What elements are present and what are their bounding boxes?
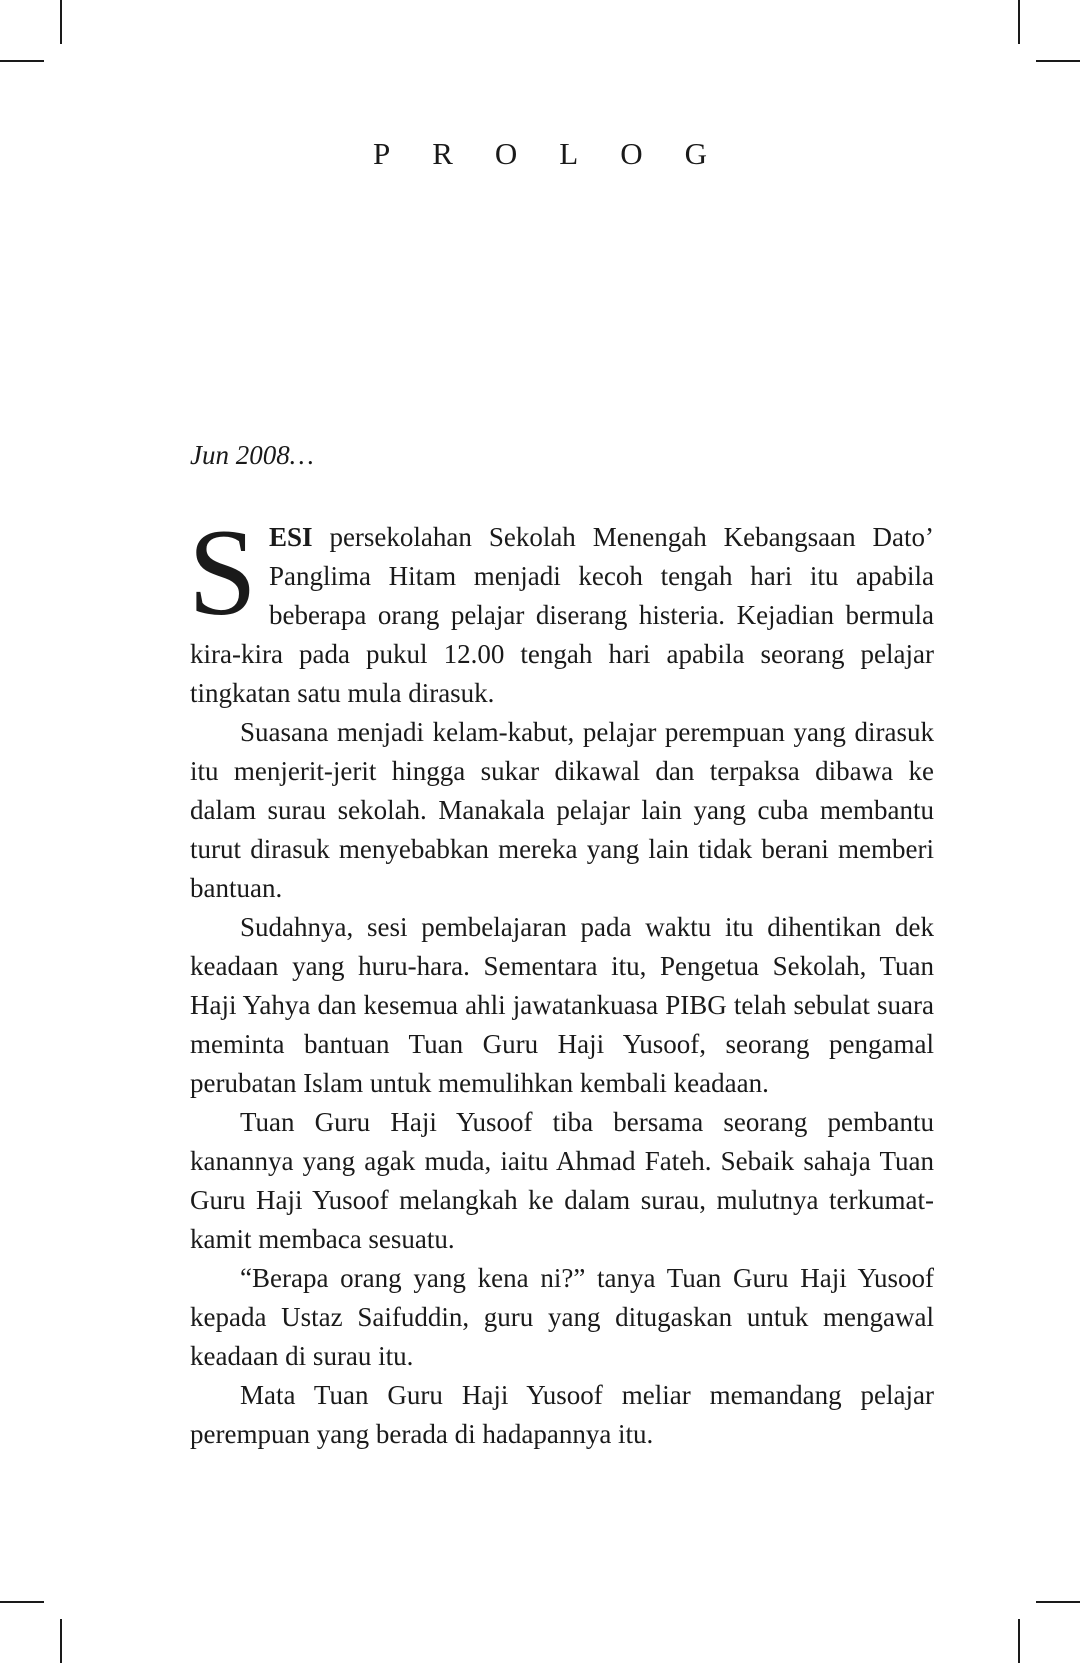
paragraph-1-text: persekolahan Sekolah Menengah Kebangsaan Dato’ Panglima Hitam menjadi kecoh tengah hari itu apabila beberapa orang pelajar diserang histeria. Kejadian bermula kira-kira pada pukul 12.00 tengah hari apabila seorang pelajar tingkatan satu mula dirasuk. [190, 522, 934, 708]
paragraph-6: Mata Tuan Guru Haji Yusoof meliar memandang pelajar perempuan yang berada di hadapannya itu. [190, 1380, 934, 1449]
paragraph-4: Tuan Guru Haji Yusoof tiba bersama seorang pembantu kanannya yang agak muda, iaitu Ahmad Fateh. Sebaik sahaja Tuan Guru Haji Yusoof melangkah ke dalam surau, mulutnya terkumat-kamit membaca sesuatu. [190, 1107, 934, 1254]
crop-mark-bottom-left [60, 1619, 62, 1663]
crop-mark-bottom-right [1018, 1619, 1020, 1663]
crop-mark-bottom-right-horizontal [1036, 1601, 1080, 1603]
paragraph-3: Sudahnya, sesi pembelajaran pada waktu itu dihentikan dek keadaan yang huru-hara. Sementara itu, Pengetua Sekolah, Tuan Haji Yahya dan kesemua ahli jawatankuasa PIBG telah sebulat suara meminta bantuan Tuan Guru Haji Yusoof, seorang pengamal perubatan Islam untuk memulihkan kembali keadaan. [190, 912, 934, 1098]
lead-word: ESI [268, 522, 313, 552]
crop-mark-top-left [60, 0, 62, 44]
crop-mark-top-right-horizontal [1036, 60, 1080, 62]
paragraph-2: Suasana menjadi kelam-kabut, pelajar perempuan yang dirasuk itu menjerit-jerit hingga sukar dikawal dan terpaksa dibawa ke dalam surau sekolah. Manakala pelajar lain yang cuba membantu turut dirasuk menyebabkan mereka yang lain tidak berani memberi bantuan. [190, 717, 934, 903]
drop-cap: S [188, 504, 257, 641]
paragraph-5: “Berapa orang yang kena ni?” tanya Tuan Guru Haji Yusoof kepada Ustaz Saifuddin, guru yang ditugaskan untuk mengawal keadaan di surau itu. [190, 1263, 934, 1371]
crop-mark-top-right [1018, 0, 1020, 44]
prologue-text [188, 504, 934, 1454]
chapter-title: PROLOG [372, 136, 749, 171]
paragraph-1 [188, 504, 934, 713]
crop-mark-bottom-left-horizontal [0, 1601, 44, 1603]
crop-mark-top-left-horizontal [0, 60, 44, 62]
dateline: Jun 2008… [190, 440, 314, 470]
